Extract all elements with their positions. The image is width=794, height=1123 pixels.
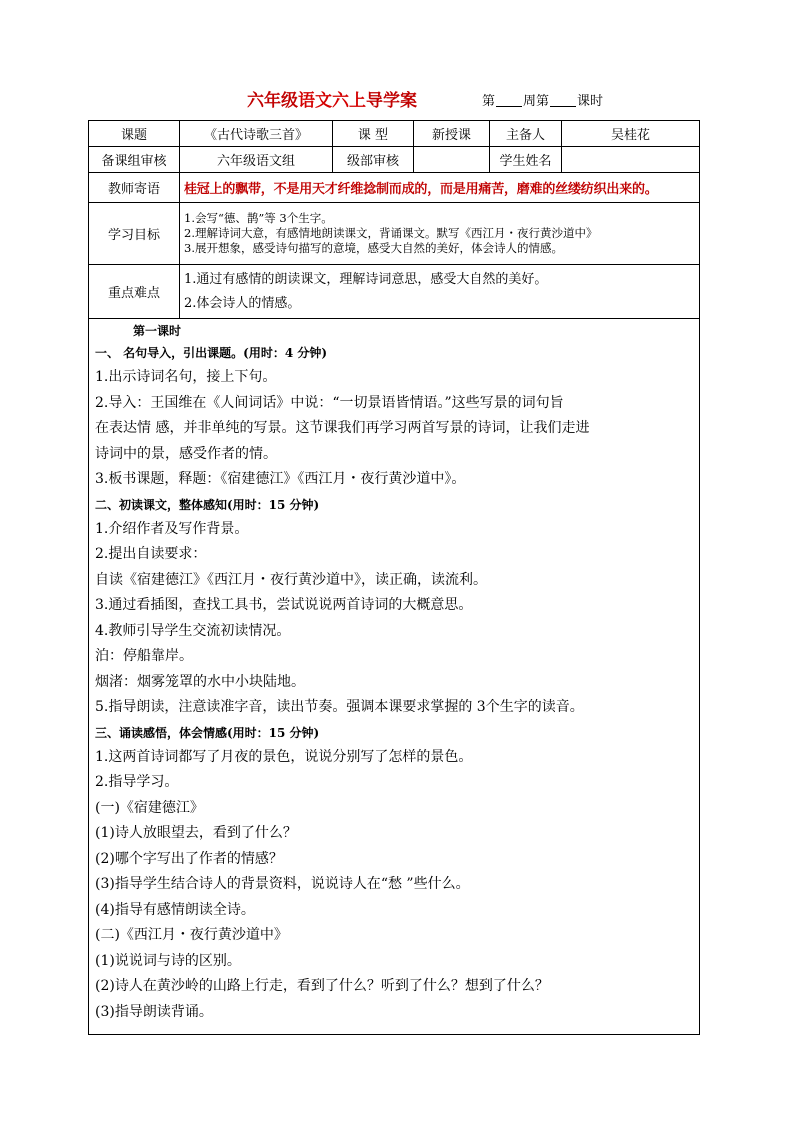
content-line: (2)哪个字写出了作者的情感？	[95, 850, 283, 867]
week-prefix: 第	[482, 94, 496, 109]
type-label: 课 型	[333, 121, 414, 147]
first-period-heading: 第一课时	[133, 324, 182, 338]
row-message	[89, 173, 700, 203]
title-part-subject: 语文六上	[298, 91, 366, 111]
period-blank	[550, 94, 576, 107]
content-line: 2.导入：王国维在《人间词话》中说：“一切景语皆情语。”这些写景的词句旨	[95, 394, 564, 411]
keys-list	[180, 265, 700, 319]
row-goals	[89, 203, 700, 265]
row-keys	[89, 265, 700, 319]
content-line: 诗词中的景，感受作者的情。	[95, 445, 277, 462]
group-label: 备课组审核	[89, 147, 180, 173]
row-topic	[89, 121, 700, 147]
content-line: (二)《西江月・夜行黄沙道中》	[95, 927, 288, 943]
content-line: 5.指导朗读，注意读准字音，读出节奏。强调本课要求掌握的 3个生字的读音。	[95, 699, 584, 715]
content-line: 泊：停船靠岸。	[95, 648, 193, 664]
student-value	[562, 147, 700, 173]
key-item: 1.通过有感情的朗读课文，理解诗词意思，感受大自然的美好。	[184, 271, 548, 287]
content-line: 在表达情 感，并非单纯的写景。这节课我们再学习两首写景的诗词，让我们走进	[95, 420, 590, 436]
week-mid: 周第	[523, 94, 550, 109]
goal-item: 3.展开想象，感受诗句描写的意境，感受大自然的美好，体会诗人的情感。	[184, 241, 563, 255]
content-line: (3)指导学生结合诗人的背景资料，说说诗人在“愁 ”些什么。	[95, 876, 470, 892]
title-part-type: 导学案	[366, 91, 417, 111]
content-line: 3.板书课题，释题：《宿建德江》《西江月・夜行黄沙道中》。	[95, 471, 466, 487]
content-line: 2.提出自读要求：	[95, 546, 207, 562]
content-line: (一)《宿建德江》	[95, 799, 204, 816]
content-line: (1)说说词与诗的区别。	[95, 952, 241, 969]
teacher-message: 桂冠上的飘带，不是用天才纤维捻制而成的，而是用痛苦，磨难的丝缕纺织出来的。	[180, 173, 700, 203]
content-line: 4.教师引导学生交流初读情况。	[95, 622, 291, 639]
group-value: 六年级语文组	[180, 147, 333, 173]
content-line: 烟渚：烟雾笼罩的水中小块陆地。	[95, 673, 305, 690]
message-label: 教师寄语	[89, 173, 180, 203]
content-line: 自读《宿建德江》《西江月・夜行黄沙道中》，读正确，读流利。	[95, 571, 487, 588]
content-line: (3)指导朗读背诵。	[95, 1003, 213, 1020]
content-line: (2)诗人在黄沙岭的山路上行走，看到了什么？听到了什么？想到了什么？	[95, 978, 549, 994]
content-line: 2.指导学习。	[95, 774, 179, 790]
lesson-plan-table	[88, 120, 700, 1035]
section-heading-2: 二、初读课文，整体感知(用时：15 分钟)	[95, 497, 320, 512]
header	[0, 86, 794, 110]
content-line: (4)指导有感情朗读全诗。	[95, 901, 255, 918]
content-line: 1.这两首诗词都写了月夜的景色，说说分别写了怎样的景色。	[95, 748, 473, 765]
keys-label: 重点难点	[89, 265, 180, 319]
lesson-content	[89, 319, 700, 1035]
row-content	[89, 319, 700, 1035]
preparer-label: 主备人	[490, 121, 562, 147]
week-line	[482, 90, 603, 109]
key-item: 2.体会诗人的情感。	[184, 295, 301, 311]
preparer-value: 吴桂花	[562, 121, 700, 147]
row-review	[89, 147, 700, 173]
section-heading-1: 一、 名句导入，引出课题。(用时：4 分钟)	[95, 346, 328, 360]
goals-label: 学习目标	[89, 203, 180, 265]
grade-value	[414, 147, 490, 173]
content-line: 1.介绍作者及写作背景。	[95, 520, 249, 537]
title-part-grade: 六年级	[247, 91, 298, 111]
content-line: 3.通过看插图，查找工具书，尝试说说两首诗词的大概意思。	[95, 597, 473, 613]
goals-list	[180, 203, 700, 265]
type-value: 新授课	[414, 121, 490, 147]
goal-item: 1.会写“德、鹊”等 3个生字。	[184, 211, 333, 225]
content-line: (1)诗人放眼望去，看到了什么？	[95, 825, 297, 841]
section-heading-3: 三、诵读感悟，体会情感(用时：15 分钟)	[95, 725, 320, 740]
student-label: 学生姓名	[490, 147, 562, 173]
topic-label: 课题	[89, 121, 180, 147]
grade-label: 级部审核	[333, 147, 414, 173]
topic-value: 《古代诗歌三首》	[180, 121, 333, 147]
week-blank	[496, 94, 522, 107]
content-line: 1.出示诗词名句，接上下句。	[95, 369, 277, 385]
week-suffix: 课时	[577, 94, 604, 109]
goal-item: 2.理解诗词大意，有感情地朗读课文，背诵课文。默写《西江月・夜行黄沙道中》	[184, 226, 598, 240]
page-title	[247, 86, 417, 111]
